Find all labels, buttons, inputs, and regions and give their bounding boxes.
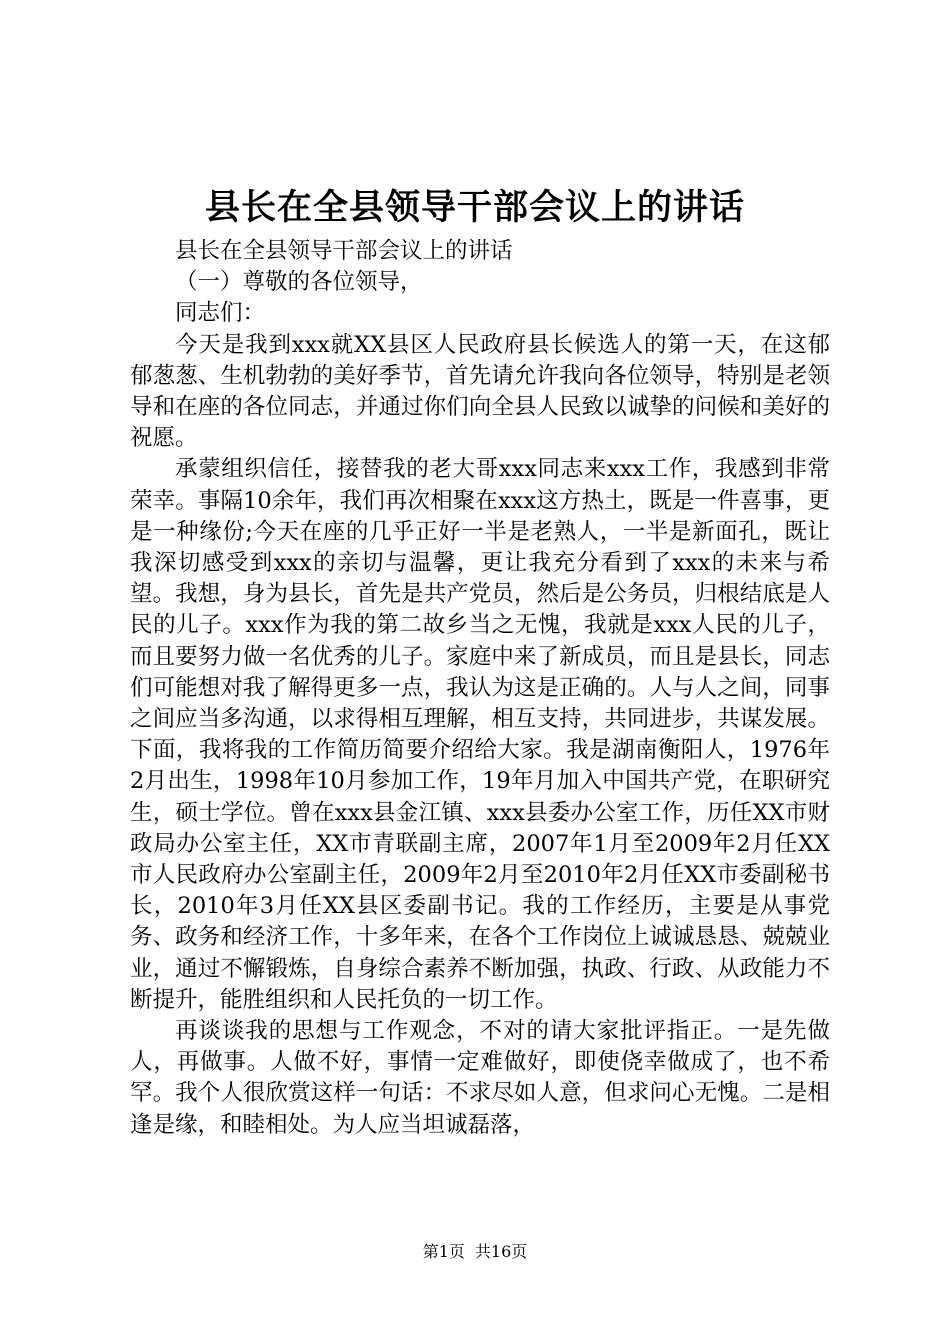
page-number: 第1页	[422, 1242, 465, 1261]
document-body	[130, 236, 830, 1141]
page-total: 共16页	[474, 1242, 528, 1261]
paragraph-philosophy: 再谈谈我的思想与工作观念，不对的请大家批评指正。一是先做人，再做事。人做不好，事情一定难做好，即使侥幸做成了，也不希罕。我个人很欣赏这样一句话：不求尽如人意，但求问心无愧。二是相逢是缘，和睦相处。为人应当坦诚磊落，	[130, 1018, 830, 1138]
paragraph-heading: 县长在全县领导干部会议上的讲话	[175, 238, 513, 264]
paragraph-greeting: 同志们：	[175, 300, 266, 327]
page-footer	[0, 1240, 950, 1264]
paragraph-salutation: （一）尊敬的各位领导，	[175, 269, 423, 296]
paragraph-introduction: 承蒙组织信任，接替我的老大哥xxx同志来xxx工作，我感到非常荣幸。事隔10余年，我们再次相聚在xxx这方热土，既是一件喜事，更是一种缘份;今天在座的几乎正好一半是老熟人，一半是新面孔，既让我深切感受到xxx的亲切与温馨，更让我充分看到了xxx的未来与希望。我想，身为县长，首先是共产党员，然后是公务员，归根结底是人民的儿子。xxx作为我的第二故乡当之无愧，我就是xxx人民的儿子，而且要努力做一名优秀的儿子。家庭中来了新成员，而且是县长，同志们可能想对我了解得更多一点，我认为这是正确的。人与人之间，同事之间应当多沟通，以求得相互理解，相互支持，共同进步，共谋发展。下面，我将我的工作简历简要介绍给大家。我是湖南衡阳人，1976年2月出生，1998年10月参加工作，19年月加入中国共产党，在职研究生，硕士学位。曾在xxx县金江镇、xxx县委办公室工作，历任XX市财政局办公室主任，XX市青联副主席，2007年1月至2009年2月任XX市人民政府办公室副主任，2009年2月至2010年2月任XX市委副秘书长，2010年3月任XX县区委副书记。我的工作经历，主要是从事党务、政务和经济工作，十多年来，在各个工作岗位上诚诚恳恳、兢兢业业，通过不懈锻炼，自身综合素养不断加强，执政、行政、从政能力不断提升，能胜组织和人民托负的一切工作。	[130, 456, 830, 1013]
paragraph-opening: 今天是我到xxx就XX县区人民政府县长候选人的第一天，在这郁郁葱葱、生机勃勃的美好季节，首先请允许我向各位领导，特别是老领导和在座的各位同志，并通过你们向全县人民致以诚挚的问候和美好的祝愿。	[130, 331, 830, 452]
document-title: 县长在全县领导干部会议上的讲话	[204, 187, 745, 228]
